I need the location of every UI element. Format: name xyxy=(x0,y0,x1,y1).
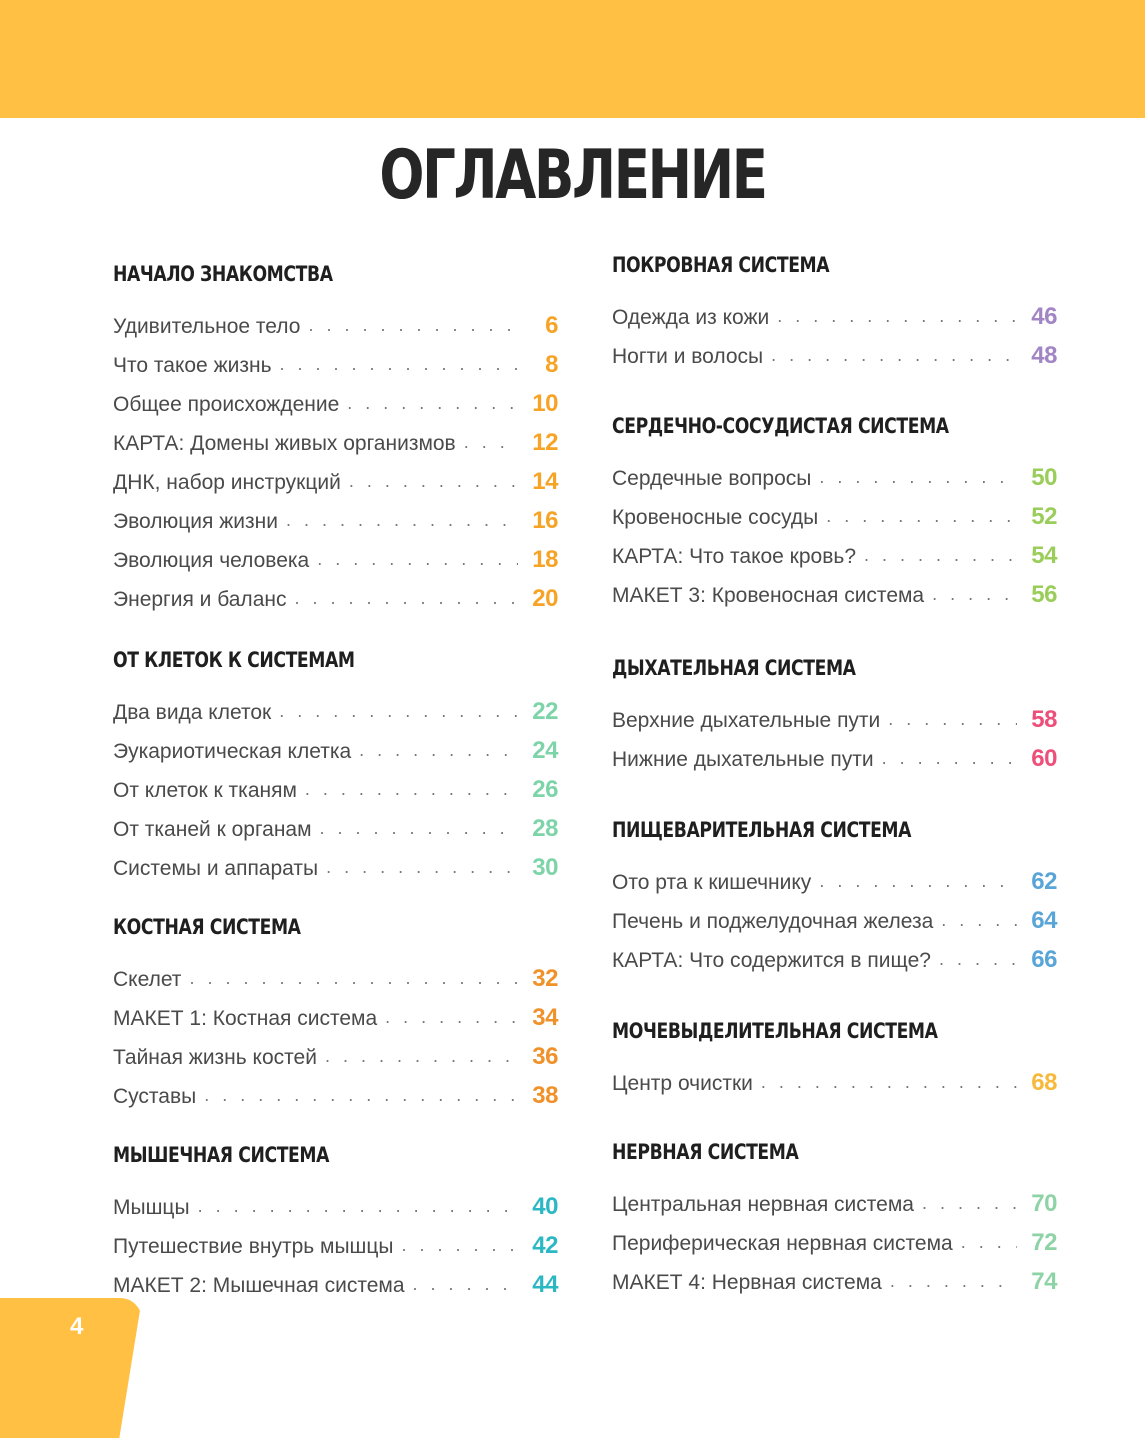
toc-entry[interactable] xyxy=(113,1076,558,1115)
toc-entry[interactable] xyxy=(612,1184,1057,1223)
dot-leader xyxy=(464,423,518,462)
toc-entry[interactable] xyxy=(612,1262,1057,1301)
toc-entry-label: МАКЕТ 3: Кровеносная система xyxy=(612,584,925,607)
toc-entry-page: 48 xyxy=(1031,342,1057,369)
toc-section xyxy=(612,414,1057,614)
toc-entry[interactable] xyxy=(113,770,558,809)
toc-entry-label: КАРТА: Домены живых организмов xyxy=(113,432,456,455)
toc-section xyxy=(113,915,558,1115)
section-title: СЕРДЕЧНО-СОСУДИСТАЯ СИСТЕМА xyxy=(612,414,949,438)
dot-leader xyxy=(771,336,1017,375)
toc-entry-label: МАКЕТ 1: Костная система xyxy=(113,1007,378,1030)
toc-entry[interactable] xyxy=(113,306,558,345)
toc-entry[interactable] xyxy=(113,809,558,848)
toc-entry[interactable] xyxy=(113,1187,558,1226)
toc-entry-page: 54 xyxy=(1031,542,1057,569)
toc-entry-page: 22 xyxy=(532,698,558,725)
toc-entry-page: 16 xyxy=(532,507,558,534)
toc-entry[interactable] xyxy=(612,458,1057,497)
toc-entry[interactable] xyxy=(612,700,1057,739)
dot-leader xyxy=(286,501,518,540)
toc-entry-page: 36 xyxy=(532,1043,558,1070)
toc-entry-label: МАКЕТ 4: Нервная система xyxy=(612,1271,882,1294)
dot-leader xyxy=(308,306,518,345)
toc-entry-page: 28 xyxy=(532,815,558,842)
toc-entry[interactable] xyxy=(612,1223,1057,1262)
toc-entry-label: ДНК, набор инструкций xyxy=(113,471,341,494)
dot-leader xyxy=(819,862,1017,901)
toc-entry[interactable] xyxy=(612,336,1057,375)
toc-entry[interactable] xyxy=(612,575,1057,614)
dot-leader xyxy=(939,940,1017,979)
toc-entry-page: 60 xyxy=(1031,745,1057,772)
toc-entry-page: 14 xyxy=(532,468,558,495)
dot-leader xyxy=(305,770,518,809)
toc-entry-page: 32 xyxy=(532,965,558,992)
toc-entry-label: От тканей к органам xyxy=(113,818,312,841)
toc-section xyxy=(113,648,558,887)
toc-entry-page: 68 xyxy=(1031,1069,1057,1096)
dot-leader xyxy=(347,384,518,423)
dot-leader xyxy=(385,998,518,1037)
toc-entry-page: 26 xyxy=(532,776,558,803)
toc-entry-page: 62 xyxy=(1031,868,1057,895)
toc-entry-page: 40 xyxy=(532,1193,558,1220)
toc-entry[interactable] xyxy=(113,579,558,618)
dot-leader xyxy=(826,497,1017,536)
toc-entry-page: 12 xyxy=(532,429,558,456)
dot-leader xyxy=(819,458,1017,497)
toc-entry-label: Сердечные вопросы xyxy=(612,467,812,490)
toc-entry-label: КАРТА: Что такое кровь? xyxy=(612,545,857,568)
toc-entry[interactable] xyxy=(612,739,1057,778)
toc-entry-label: МАКЕТ 2: Мышечная система xyxy=(113,1274,405,1297)
toc-entry-label: Центр очистки xyxy=(612,1072,753,1095)
toc-section xyxy=(612,253,1057,375)
dot-leader xyxy=(888,700,1017,739)
dot-leader xyxy=(890,1262,1017,1301)
top-color-band xyxy=(0,0,1145,118)
toc-entry[interactable] xyxy=(113,462,558,501)
dot-leader xyxy=(204,1076,518,1115)
dot-leader xyxy=(402,1226,518,1265)
toc-section xyxy=(113,1143,558,1304)
toc-entry-page: 64 xyxy=(1031,907,1057,934)
toc-entry-label: Два вида клеток xyxy=(113,701,272,724)
toc-entry[interactable] xyxy=(113,345,558,384)
toc-entry[interactable] xyxy=(612,862,1057,901)
toc-entry-page: 10 xyxy=(532,390,558,417)
toc-entry-page: 34 xyxy=(532,1004,558,1031)
dot-leader xyxy=(864,536,1017,575)
dot-leader xyxy=(961,1223,1017,1262)
toc-entry[interactable] xyxy=(113,501,558,540)
toc-entry-label: Эволюция жизни xyxy=(113,510,278,533)
page-number: 4 xyxy=(70,1313,84,1340)
toc-entry-label: Печень и поджелудочная железа xyxy=(612,910,934,933)
dot-leader xyxy=(777,297,1017,336)
toc-entry[interactable] xyxy=(612,536,1057,575)
toc-entry-page: 52 xyxy=(1031,503,1057,530)
toc-entry-page: 58 xyxy=(1031,706,1057,733)
dot-leader xyxy=(882,739,1017,778)
dot-leader xyxy=(294,579,518,618)
toc-entry-label: Ногти и волосы xyxy=(612,345,764,368)
toc-entry-page: 38 xyxy=(532,1082,558,1109)
toc-entry-label: Путешествие внутрь мышцы xyxy=(113,1235,394,1258)
toc-entry-page: 24 xyxy=(532,737,558,764)
toc-entry-page: 44 xyxy=(532,1271,558,1298)
toc-entry[interactable] xyxy=(113,692,558,731)
toc-entry-page: 18 xyxy=(532,546,558,573)
section-title: ПОКРОВНАЯ СИСТЕМА xyxy=(612,253,830,277)
toc-entry-label: КАРТА: Что содержится в пище? xyxy=(612,949,931,972)
dot-leader xyxy=(359,731,518,770)
toc-entry[interactable] xyxy=(612,940,1057,979)
section-title: МОЧЕВЫДЕЛИТЕЛЬНАЯ СИСТЕМА xyxy=(612,1019,938,1043)
section-title: ДЫХАТЕЛЬНАЯ СИСТЕМА xyxy=(612,656,856,680)
toc-entry[interactable] xyxy=(113,1226,558,1265)
toc-section xyxy=(113,262,558,618)
toc-entry-page: 8 xyxy=(545,351,558,378)
toc-entry-label: Системы и аппараты xyxy=(113,857,319,880)
toc-entry-label: Центральная нервная система xyxy=(612,1193,914,1216)
toc-entry-label: Скелет xyxy=(113,968,182,991)
dot-leader xyxy=(941,901,1017,940)
toc-entry[interactable] xyxy=(113,1037,558,1076)
toc-entry-page: 46 xyxy=(1031,303,1057,330)
dot-leader xyxy=(198,1187,518,1226)
toc-entry[interactable] xyxy=(113,1265,558,1304)
page-title: ОГЛАВЛЕНИЕ xyxy=(379,136,766,215)
toc-entry[interactable] xyxy=(113,848,558,887)
section-title: МЫШЕЧНАЯ СИСТЕМА xyxy=(113,1143,330,1167)
toc-entry[interactable] xyxy=(612,497,1057,536)
toc-entry-page: 20 xyxy=(532,585,558,612)
toc-entry-label: От клеток к тканям xyxy=(113,779,297,802)
toc-entry[interactable] xyxy=(113,998,558,1037)
toc-entry[interactable] xyxy=(113,384,558,423)
toc-entry-page: 6 xyxy=(545,312,558,339)
toc-entry-label: Суставы xyxy=(113,1085,197,1108)
toc-entry[interactable] xyxy=(612,297,1057,336)
toc-entry-label: Нижние дыхательные пути xyxy=(612,748,874,771)
dot-leader xyxy=(280,345,518,384)
section-title: НАЧАЛО ЗНАКОМСТВА xyxy=(113,262,333,286)
toc-entry[interactable] xyxy=(113,959,558,998)
toc-entry-label: Общее происхождение xyxy=(113,393,340,416)
dot-leader xyxy=(922,1184,1017,1223)
toc-section xyxy=(612,1140,1057,1301)
toc-entry-page: 50 xyxy=(1031,464,1057,491)
dot-leader xyxy=(413,1265,519,1304)
toc-entry-label: Эукариотическая клетка xyxy=(113,740,352,763)
toc-entry-page: 74 xyxy=(1031,1268,1057,1295)
toc-entry-label: Что такое жизнь xyxy=(113,354,272,377)
toc-entry-label: Верхние дыхательные пути xyxy=(612,709,881,732)
dot-leader xyxy=(326,848,518,887)
toc-entry-label: Энергия и баланс xyxy=(113,588,287,611)
toc-entry-label: Удивительное тело xyxy=(113,315,301,338)
toc-entry-page: 42 xyxy=(532,1232,558,1259)
section-title: НЕРВНАЯ СИСТЕМА xyxy=(612,1140,799,1164)
toc-entry-page: 30 xyxy=(532,854,558,881)
toc-section xyxy=(612,1019,1057,1102)
dot-leader xyxy=(325,1037,518,1076)
toc-entry-label: Мышцы xyxy=(113,1196,190,1219)
dot-leader xyxy=(189,959,518,998)
toc-entry-page: 66 xyxy=(1031,946,1057,973)
section-title: ОТ КЛЕТОК К СИСТЕМАМ xyxy=(113,648,355,672)
dot-leader xyxy=(279,692,518,731)
toc-entry[interactable] xyxy=(113,540,558,579)
toc-entry-page: 72 xyxy=(1031,1229,1057,1256)
section-title: ПИЩЕВАРИТЕЛЬНАЯ СИСТЕМА xyxy=(612,818,912,842)
toc-entry-label: Ото рта к кишечнику xyxy=(612,871,812,894)
toc-entry-label: Периферическая нервная система xyxy=(612,1232,953,1255)
dot-leader xyxy=(320,809,518,848)
dot-leader xyxy=(932,575,1017,614)
toc-entry-label: Одежда из кожи xyxy=(612,306,770,329)
toc-entry-page: 56 xyxy=(1031,581,1057,608)
toc-section xyxy=(612,818,1057,979)
toc-entry-label: Тайная жизнь костей xyxy=(113,1046,317,1069)
dot-leader xyxy=(317,540,518,579)
toc-entry[interactable] xyxy=(612,901,1057,940)
section-title: КОСТНАЯ СИСТЕМА xyxy=(113,915,301,939)
dot-leader xyxy=(349,462,518,501)
toc-entry[interactable] xyxy=(113,423,558,462)
toc-entry-label: Кровеносные сосуды xyxy=(612,506,819,529)
toc-entry[interactable] xyxy=(113,731,558,770)
toc-entry-label: Эволюция человека xyxy=(113,549,310,572)
toc-entry[interactable] xyxy=(612,1063,1057,1102)
dot-leader xyxy=(761,1063,1017,1102)
toc-section xyxy=(612,656,1057,778)
toc-entry-page: 70 xyxy=(1031,1190,1057,1217)
